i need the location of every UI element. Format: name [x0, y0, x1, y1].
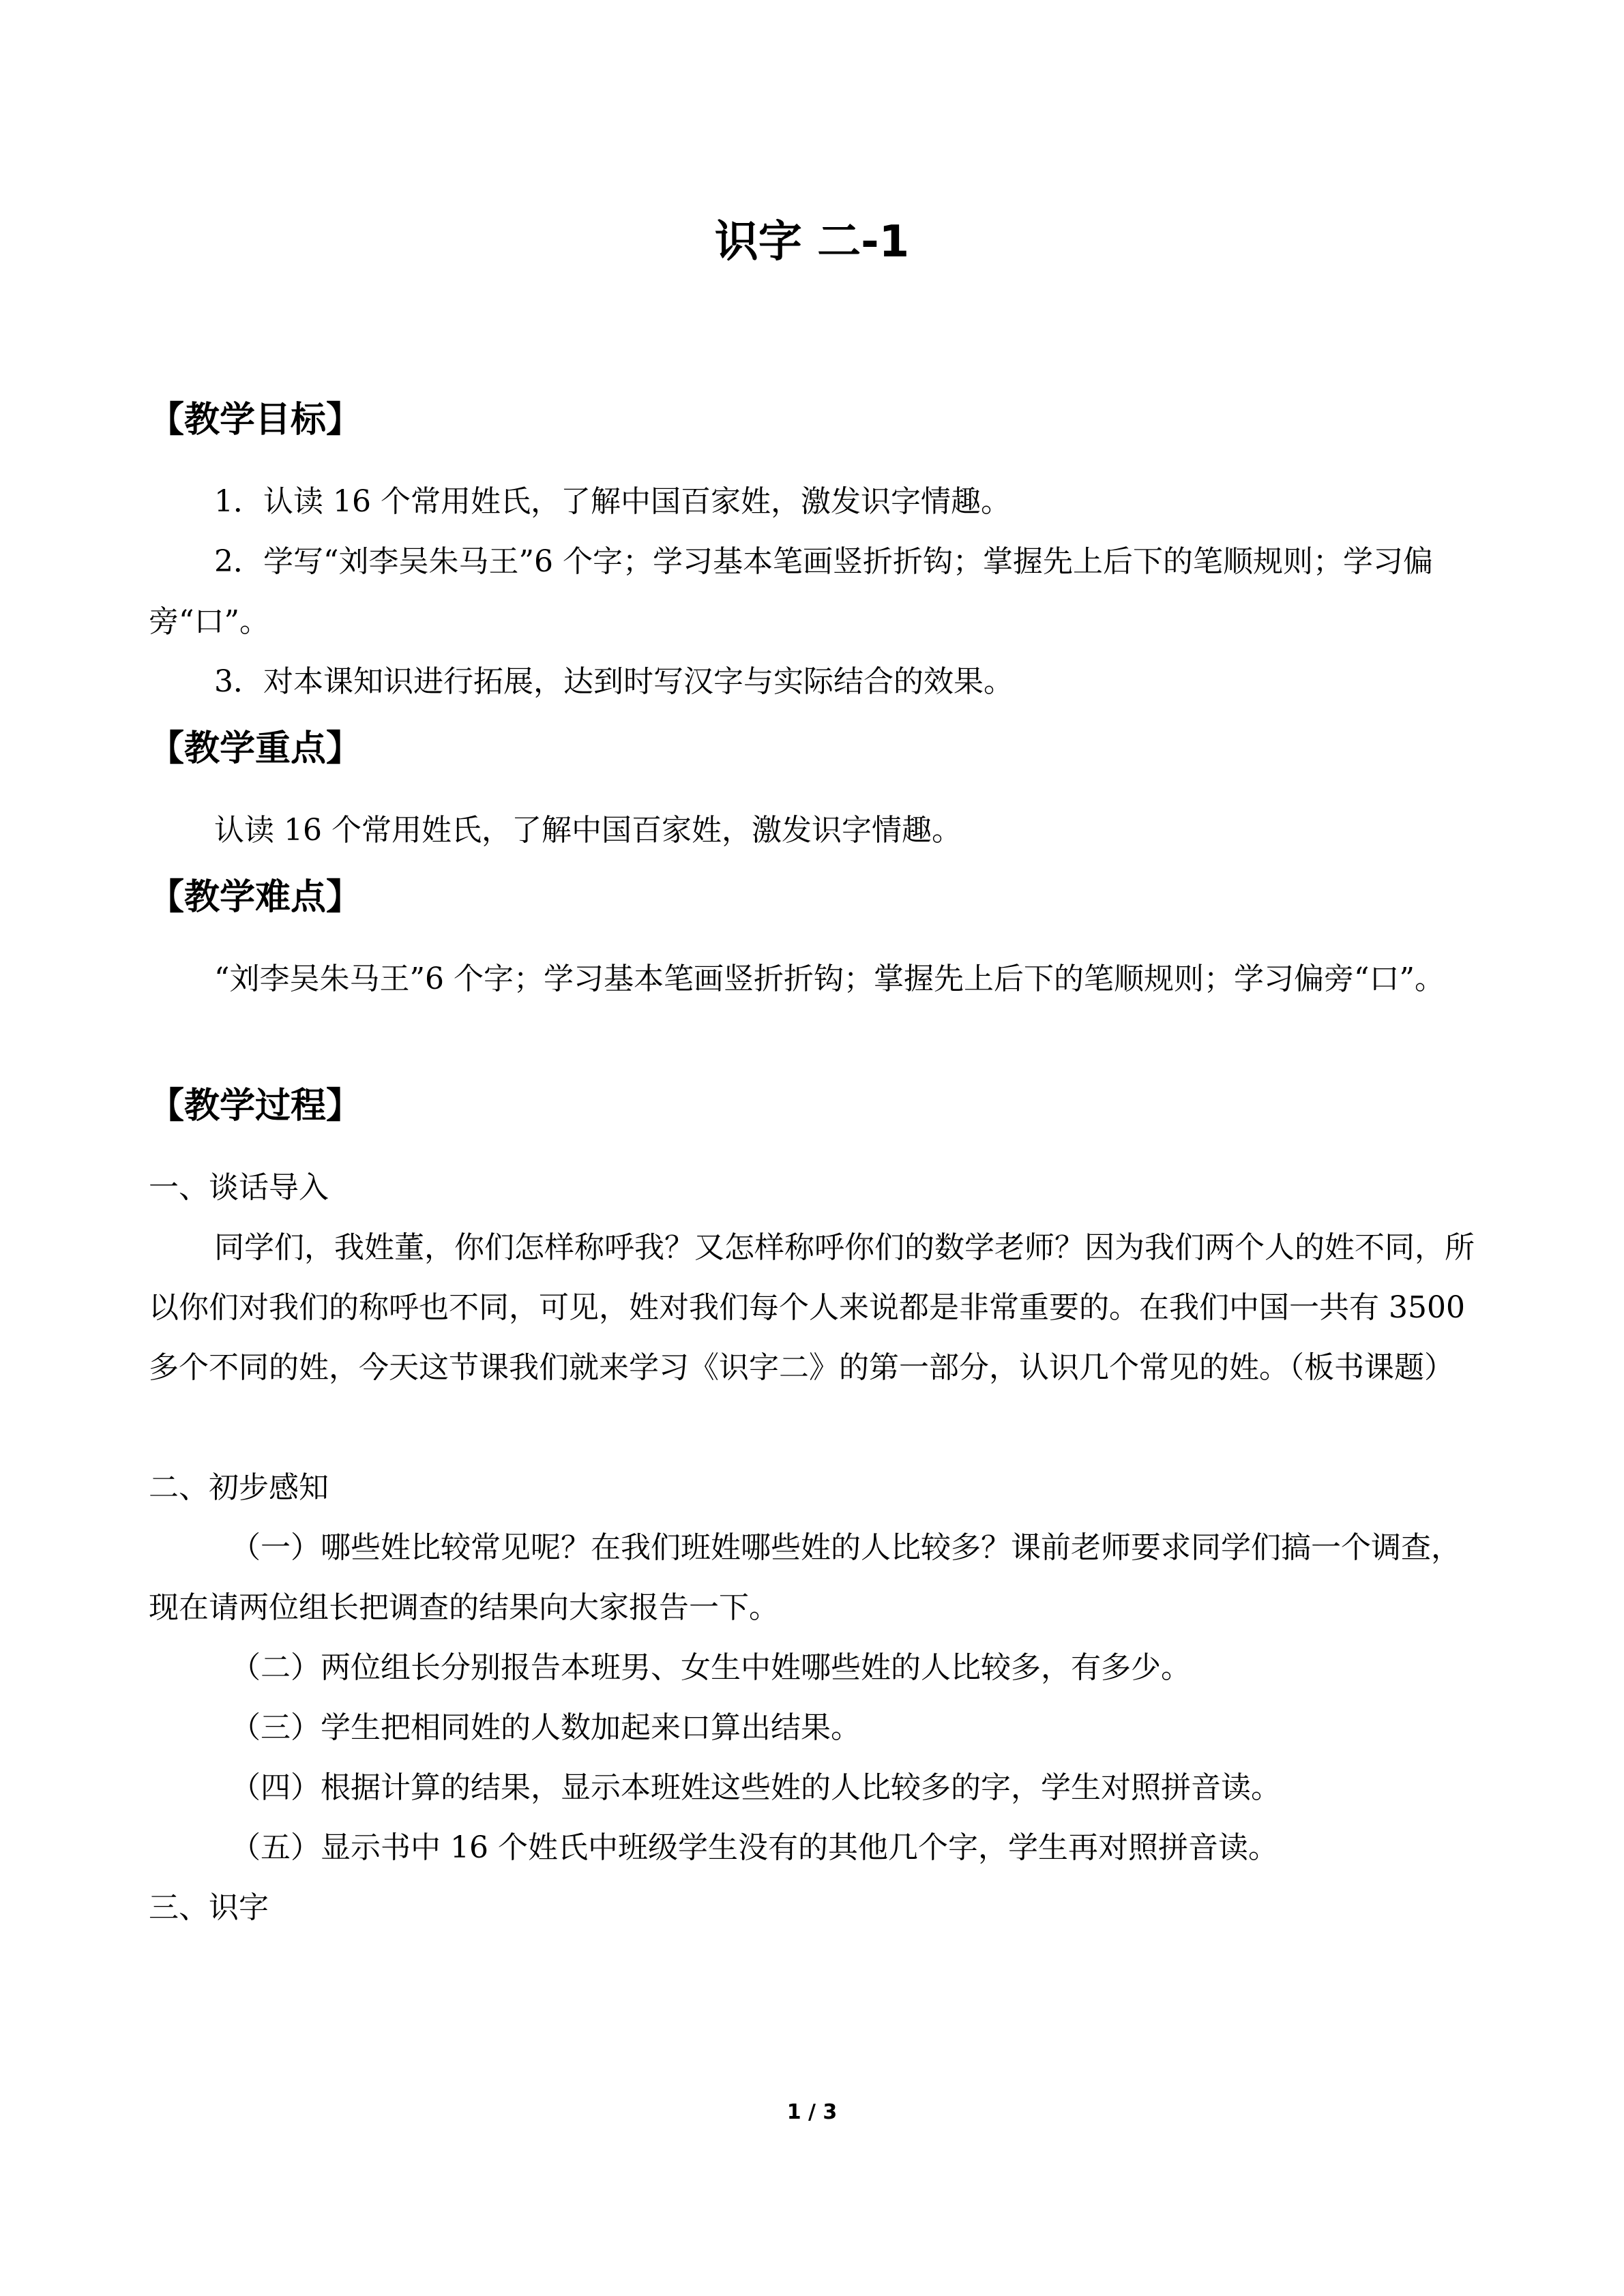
objective-item-1: 1．认读 16 个常用姓氏，了解中国百家姓，激发识字情趣。: [214, 484, 1011, 519]
process-part2-item-1: （一）哪些姓比较常见呢？在我们班姓哪些姓的人比较多？课前老师要求同学们搞一个调查，现在请两位组长把调查的结果向大家报告一下。: [149, 1530, 1461, 1625]
process-part2-title: 二、初步感知: [149, 1470, 329, 1505]
objective-item-3: 3．对本课知识进行拓展，达到时写汉字与实际结合的效果。: [214, 664, 1014, 699]
process-part2-item-4: （四）根据计算的结果，显示本班姓这些姓的人比较多的字，学生对照拼音读。: [231, 1770, 1281, 1805]
process-part2-item-2: （二）两位组长分别报告本班男、女生中姓哪些姓的人比较多，有多少。: [231, 1650, 1191, 1685]
difficulties-heading: 【教学难点】: [149, 877, 362, 918]
objectives-heading: 【教学目标】: [149, 400, 362, 441]
document-title: 识字 二-1: [714, 217, 910, 267]
process-heading: 【教学过程】: [149, 1086, 362, 1127]
process-part2-item-3: （三）学生把相同姓的人数加起来口算出结果。: [231, 1710, 861, 1745]
key-points-text: 认读 16 个常用姓氏，了解中国百家姓，激发识字情趣。: [214, 813, 962, 848]
difficulties-text: “刘李吴朱马王”6 个字；学习基本笔画竖折折钩；掌握先上后下的笔顺规则；学习偏旁“口”。: [214, 961, 1445, 996]
process-part1-title: 一、谈话导入: [149, 1170, 329, 1205]
page-number: 1 / 3: [786, 2100, 838, 2124]
process-part3-title: 三、识字: [149, 1890, 269, 1925]
key-points-heading: 【教学重点】: [149, 728, 362, 769]
process-part1-text: 同学们，我姓董，你们怎样称呼我？又怎样称呼你们的数学老师？因为我们两个人的姓不同，所以你们对我们的称呼也不同，可见，姓对我们每个人来说都是非常重要的。在我们中国一共有 3500 多个不同的姓，今天这节课我们就来学习《识字二》的第一部分，认识几个常见的姓。（板书课题）: [149, 1230, 1475, 1385]
objective-item-2: 2．学写“刘李吴朱马王”6 个字；学习基本笔画竖折折钩；掌握先上后下的笔顺规则；学习偏旁“口”。: [149, 544, 1433, 639]
process-part2-item-5: （五）显示书中 16 个姓氏中班级学生没有的其他几个字，学生再对照拼音读。: [231, 1830, 1278, 1865]
